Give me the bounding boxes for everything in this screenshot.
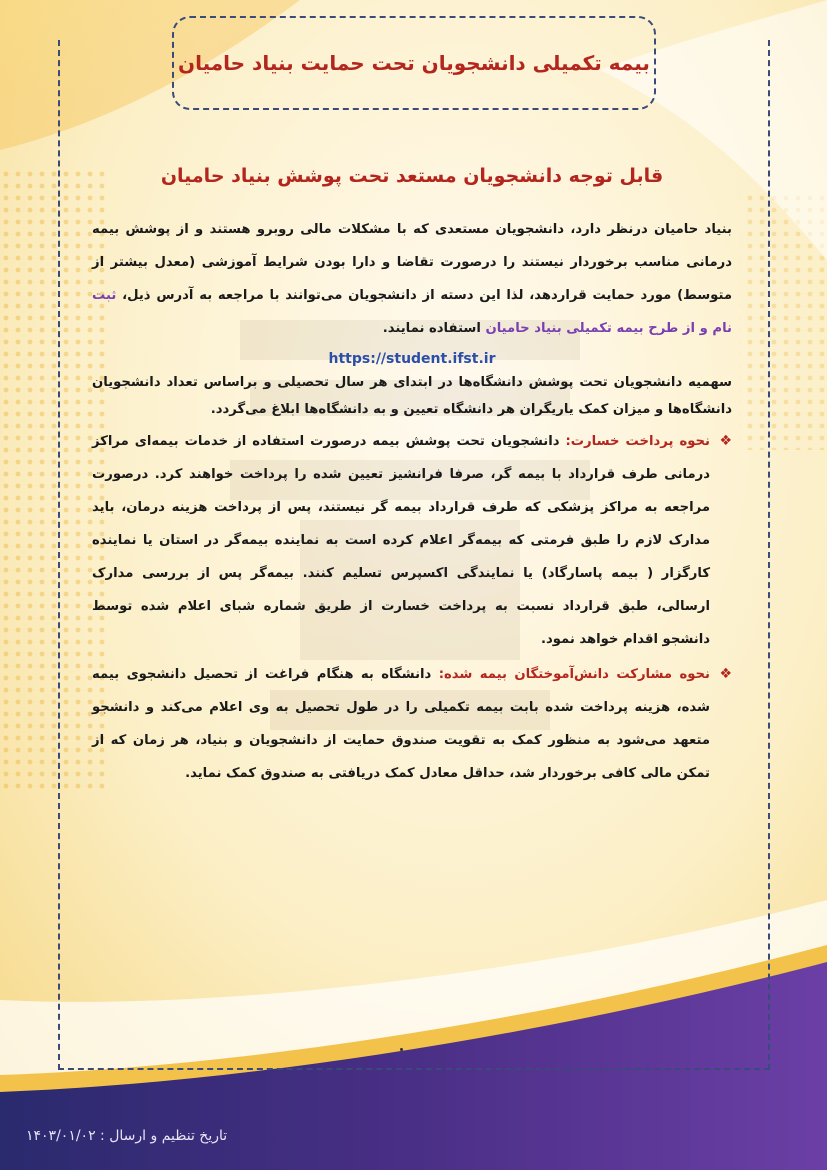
section-heading: قابل توجه دانشجویان مستعد تحت پوشش بنیاد حامیان [160,165,664,187]
bullet-text: دانشجویان تحت پوشش بیمه درصورت استفاده از خدمات بیمه‌ای مراکز درمانی طرف قرارداد با بیمه گر، صرفا فرانشیز تعیین شده را پرداخت خواهند کرد. درصورت مراجعه به مراکز پزشکی که طرف قرارداد بیمه گر نیستند، پس از پرداخت هزینه درمان، باید مدارک لازم را طبق فرمتی که بیمه‌گر اعلام کرده است به نماینده بیمه‌گر در استان یا نماینده کارگزار ( بیمه پاسارگاد) یا نمایندگی اکسپرس تسلیم کنند. بیمه‌گر پس از بررسی مدارک ارسالی، طبق قرارداد نسبت به پرداخت خسارت از طریق شماره شبای اعلام شده توسط دانشجو اقدام خواهد نمود. [92,434,710,647]
diamond-bullet-icon: ❖ [719,433,732,449]
intro-text: بنیاد حامیان درنظر دارد، دانشجویان مستعدی که با مشکلات مالی روبرو هستند و از پوشش بیمه درمانی مناسب برخوردار نیستند را درصورت تقاضا و دارا بودن شرایط آموزشی (معدل بیشتر از متوسط) مورد حمایت قراردهد، لذا این دسته از دانشجویان می‌توانند با مراجعه به آدرس ذیل، [92,222,732,303]
bullet-label: نحوه پرداخت خسارت: [565,434,710,449]
page-title: بیمه تکمیلی دانشجویان تحت حمایت بنیاد حامیان [178,51,650,75]
bullet-claims [92,425,732,656]
page-dot [400,1048,403,1051]
intro-end: استفاده نمایند. [382,321,481,336]
diamond-bullet-icon: ❖ [719,666,732,682]
bullet-graduates [92,658,732,790]
bullet-text: دانشگاه به هنگام فراغت از تحصیل دانشجوی بیمه شده، هزینه پرداخت شده بابت بیمه تکمیلی را در طول تحصیل به وی اعلام می‌کند و دانشجو متعهد می‌شود به منظور کمک به تقویت صندوق حمایت از دانشجویان و بنیاد، هر زمان که از تمکن مالی کافی برخوردار شد، حداقل معادل کمک دریافتی به صندوق کمک نماید. [92,667,710,781]
registration-link[interactable]: https://student.ifst.ir [328,351,496,367]
bullet-label: نحوه مشارکت دانش‌آموختگان بیمه شده: [438,667,710,682]
footer-date: تاریخ تنظیم و ارسال : ۱۴۰۳/۰۱/۰۲ [26,1128,228,1144]
main-content [92,165,732,790]
quota-paragraph: سهمیه دانشجویان تحت پوشش دانشگاه‌ها در ابتدای هر سال تحصیلی و براساس تعداد دانشجویان دانشگاه‌ها و میزان کمک یاریگران هر دانشگاه تعیین و به دانشگاه‌ها ابلاغ می‌گردد. [92,375,732,417]
intro-highlight: ثبت نام و از طرح بیمه تکمیلی بنیاد حامیان [92,288,732,336]
title-box [172,16,656,110]
intro-paragraph [92,213,732,345]
